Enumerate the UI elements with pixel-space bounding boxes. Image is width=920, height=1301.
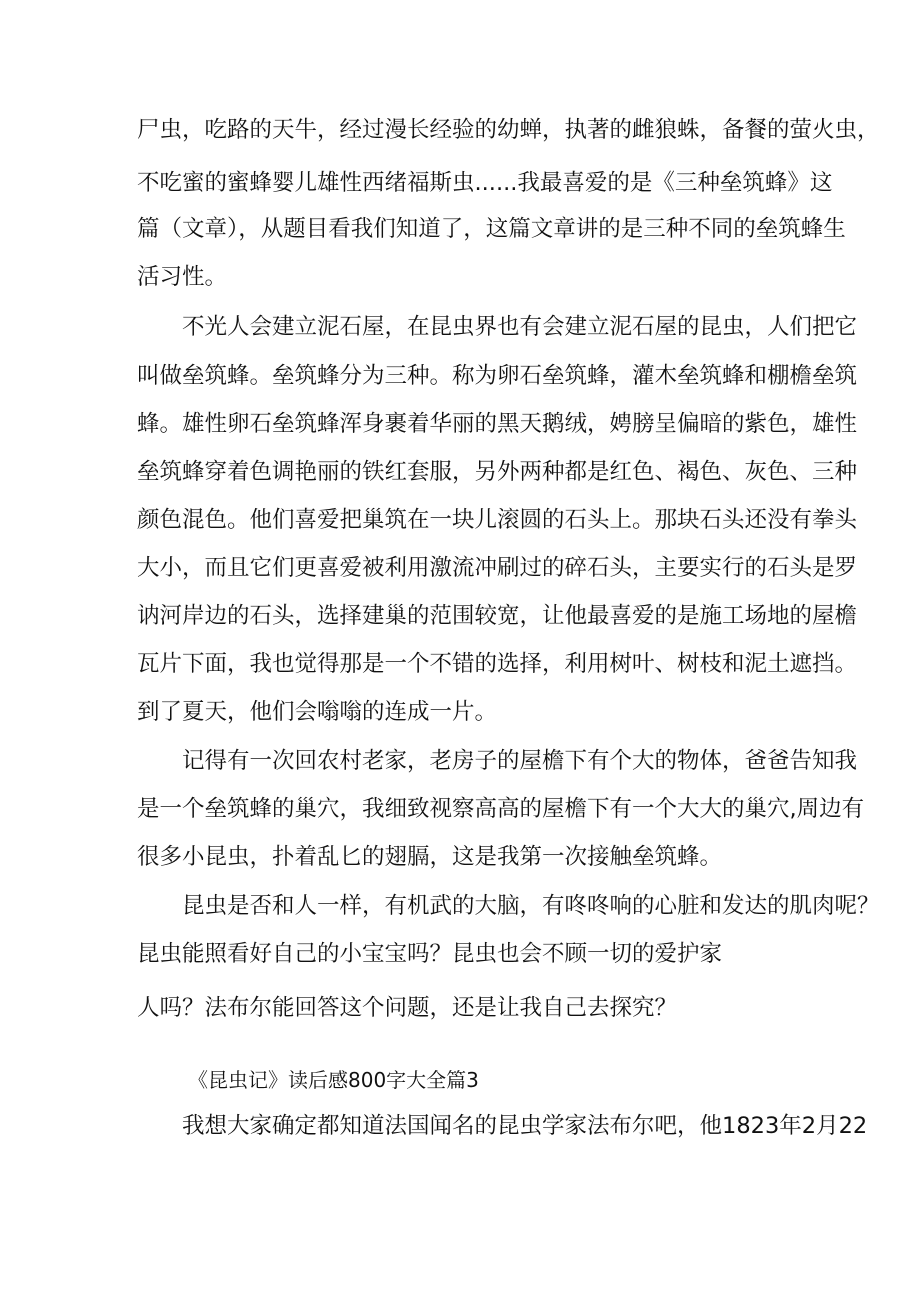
paragraph-4-line-1: 昆虫是否和人一样，有机武的大脑，有咚咚响的心脏和发达的肌肉呢？ — [182, 893, 880, 919]
paragraph-1-line-4: 活习性。 — [137, 264, 228, 290]
paragraph-2-line-4: 垒筑蜂穿着色调艳丽的铁红套服，另外两种都是红色、褐色、灰色、三种 — [137, 459, 858, 485]
paragraph-2-line-5: 颜色混色。他们喜爱把巢筑在一块儿滚圆的石头上。那块石头还没有拳头 — [137, 507, 858, 533]
paragraph-3-line-1: 记得有一次回农村老家，老房子的屋檐下有个大的物体，爸爸告知我 — [182, 748, 858, 774]
paragraph-1-line-3: 篇（文章），从题目看我们知道了，这篇文章讲的是三种不同的垒筑蜂生 — [137, 216, 846, 242]
paragraph-2-line-1: 不光人会建立泥石屋，在昆虫界也有会建立泥石屋的昆虫，人们把它 — [182, 314, 858, 340]
paragraph-3-line-3: 很多小昆虫，扑着乱匕的翅膈，这是我第一次接触垒筑蜂。 — [137, 844, 723, 870]
paragraph-2-line-7: 讷河岸边的石头，选择建巢的范围较宽，让他最喜爱的是施工场地的屋檐 — [137, 603, 858, 629]
paragraph-1-line-2: 不吃蜜的蜜蜂婴儿雄性西绪福斯虫......我最喜爱的是《三种垒筑蜂》这 — [137, 170, 833, 196]
paragraph-2-line-8: 瓦片下面，我也觉得那是一个不错的选择，利用树叶、树枝和泥土遮挡。 — [137, 651, 858, 677]
section-heading: 《昆虫记》读后感800字大全篇3 — [188, 1068, 479, 1092]
paragraph-5-line-1: 我想大家确定都知道法国闻名的昆虫学家法布尔吧，他1823年2月22 — [182, 1113, 868, 1139]
paragraph-2-line-2: 叫做垒筑蜂。垒筑蜂分为三种。称为卵石垒筑蜂，灌木垒筑蜂和棚檐垒筑 — [137, 363, 858, 389]
paragraph-4-line-3: 人吗？法布尔能回答这个问题，还是让我自己去探究？ — [137, 995, 678, 1021]
paragraph-2-line-6: 大小，而且它们更喜爱被利用激流冲刷过的碎石头，主要实行的石头是罗 — [137, 555, 858, 581]
paragraph-2-line-3: 蜂。雄性卵石垒筑蜂浑身裹着华丽的黑天鹅绒，娉膀呈偏暗的紫色，雄性 — [137, 411, 858, 437]
paragraph-4-line-2: 昆虫能照看好自己的小宝宝吗？昆虫也会不顾一切的爱护家 — [137, 941, 723, 967]
paragraph-3-line-2: 是一个垒筑蜂的巢穴，我细致视察高高的屋檐下有一个大大的巢穴,周边有 — [137, 796, 865, 822]
paragraph-1-line-1: 尸虫，吃路的天牛，经过漫长经验的幼蝉，执著的雌狼蛛，备餐的萤火虫， — [137, 117, 880, 143]
paragraph-2-line-9: 到了夏天，他们会嗡嗡的连成一片。 — [137, 699, 498, 725]
